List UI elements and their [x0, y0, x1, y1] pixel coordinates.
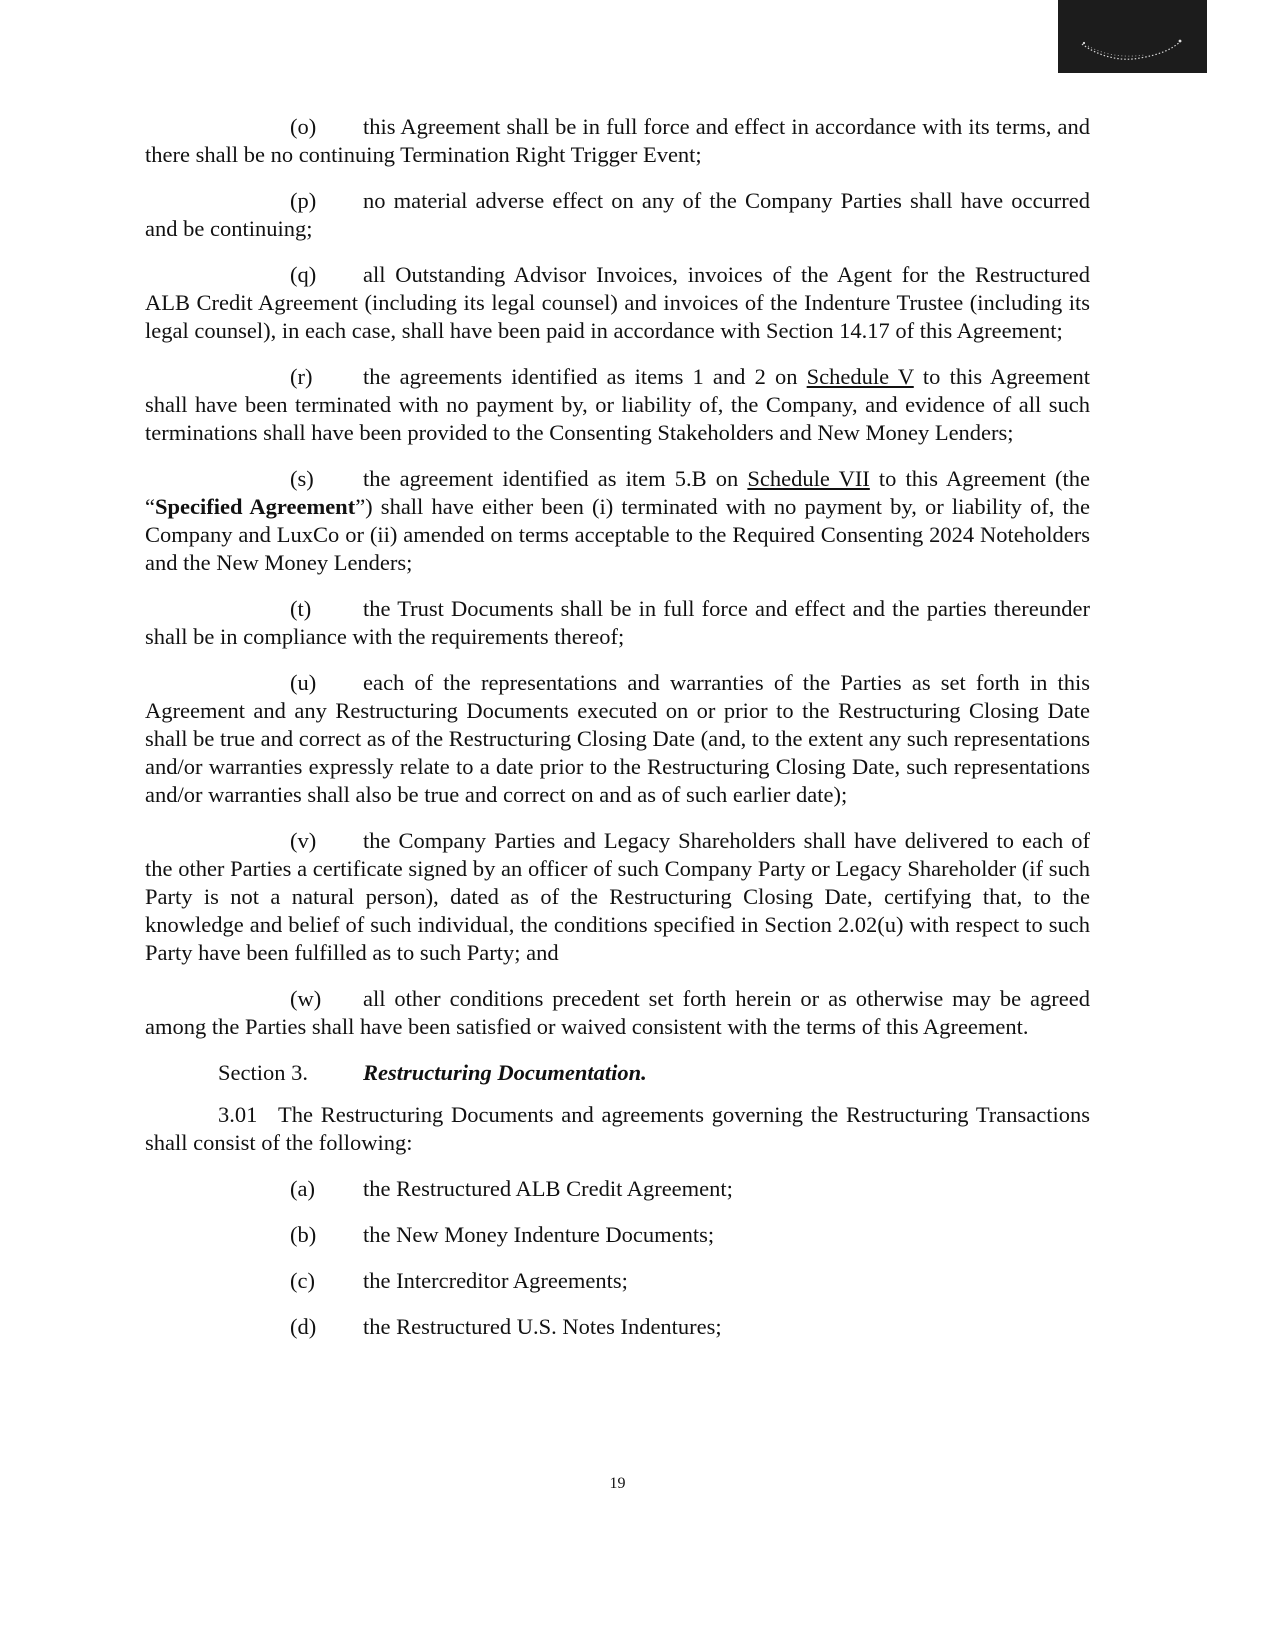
document-marker: (b)	[290, 1222, 317, 1247]
document-text: the Restructured ALB Credit Agreement;	[363, 1176, 733, 1201]
condition-paragraph	[145, 187, 1090, 243]
condition-marker: (s)	[290, 466, 314, 491]
document-text: the Intercreditor Agreements;	[363, 1268, 628, 1293]
section-label: Section 3.	[218, 1060, 308, 1085]
condition-marker: (v)	[290, 828, 317, 853]
condition-text: ”) shall have either been (i) terminated with no payment by, or liability of, the Company and LuxCo or (ii) amended on terms acceptable to the Required Consenting 2024 Noteholders and the New Money Lenders;	[145, 494, 1090, 575]
condition-text: each of the representations and warranties of the Parties as set forth in this Agreement and any Restructuring Documents executed on or prior to the Restructuring Closing Date shall be true and correct as of the Restructuring Closing Date (and, to the extent any such representations and/or warranties expressly relate to a date prior to the Restructuring Closing Date, such representations and/or warranties shall also be true and correct on and as of such earlier date);	[145, 670, 1090, 807]
document-text: the New Money Indenture Documents;	[363, 1222, 715, 1247]
condition-text: all other conditions precedent set forth herein or as otherwise may be agreed among the Parties shall have been satisfied or waived consistent with the terms of this Agreement.	[145, 986, 1090, 1039]
subsection-number: 3.01	[218, 1102, 258, 1127]
condition-text: this Agreement shall be in full force and effect in accordance with its terms, and there shall be no continuing Termination Right Trigger Event;	[145, 114, 1090, 167]
document-list-item	[145, 1267, 1090, 1295]
document-page	[145, 113, 1090, 1359]
condition-text: the agreement identified as item 5.B on	[363, 466, 748, 491]
condition-text: to this Agreement shall have been terminated with no payment by, or liability of, the Company, and evidence of all such terminations shall have been provided to the Consenting Stakeholders and New Money Lenders;	[145, 364, 1090, 445]
subsection-text: The Restructuring Documents and agreements governing the Restructuring Transactions shall consist of the following:	[145, 1102, 1090, 1155]
condition-paragraph	[145, 669, 1090, 809]
condition-paragraph	[145, 363, 1090, 447]
schedule-reference: Schedule VII	[747, 466, 870, 491]
condition-text: the Company Parties and Legacy Shareholders shall have delivered to each of the other Parties a certificate signed by an officer of such Company Party or Legacy Shareholder (if such Party is not a natural person), dated as of the Restructuring Closing Date, certifying that, to the knowledge and belief of such individual, the conditions specified in Section 2.02(u) with respect to such Party have been fulfilled as to such Party; and	[145, 828, 1090, 965]
condition-paragraph	[145, 261, 1090, 345]
condition-paragraph	[145, 113, 1090, 169]
document-marker: (d)	[290, 1314, 317, 1339]
condition-paragraph	[145, 827, 1090, 967]
condition-paragraph	[145, 595, 1090, 651]
condition-text: to this Agreement (the “	[145, 466, 1091, 519]
document-text: the Restructured U.S. Notes Indentures;	[363, 1314, 722, 1339]
condition-marker: (w)	[290, 986, 322, 1011]
condition-marker: (u)	[290, 670, 317, 695]
condition-paragraph	[145, 985, 1090, 1041]
condition-text: the Trust Documents shall be in full force and effect and the parties thereunder shall be in compliance with the requirements thereof;	[145, 596, 1090, 649]
page-number: 19	[609, 1475, 626, 1492]
document-list-item	[145, 1175, 1090, 1203]
condition-text: all Outstanding Advisor Invoices, invoices of the Agent for the Restructured ALB Credit Agreement (including its legal counsel) and invoices of the Indenture Trustee (including its legal counsel), in each case, shall have been paid in accordance with Section 14.17 of this Agreement;	[145, 262, 1090, 343]
document-marker: (c)	[290, 1268, 315, 1293]
document-list-item	[145, 1313, 1090, 1341]
condition-marker: (o)	[290, 114, 317, 139]
document-marker: (a)	[290, 1176, 315, 1201]
section-heading	[145, 1059, 1090, 1087]
condition-marker: (r)	[290, 364, 313, 389]
document-list-item	[145, 1221, 1090, 1249]
condition-marker: (p)	[290, 188, 317, 213]
defined-term: Specified Agreement	[155, 494, 356, 519]
documents-list	[145, 1175, 1090, 1341]
condition-text: no material adverse effect on any of the Company Parties shall have occurred and be continuing;	[145, 188, 1090, 241]
condition-paragraph	[145, 465, 1090, 577]
condition-text: the agreements identified as items 1 and 2 on	[363, 364, 807, 389]
signature-logo-icon	[1058, 0, 1207, 73]
condition-marker: (q)	[290, 262, 317, 287]
subsection-paragraph	[145, 1101, 1090, 1157]
condition-marker: (t)	[290, 596, 312, 621]
conditions-list	[145, 113, 1090, 1041]
corner-logo	[1058, 0, 1207, 73]
section-title: Restructuring Documentation.	[363, 1060, 647, 1085]
schedule-reference: Schedule V	[806, 364, 914, 389]
